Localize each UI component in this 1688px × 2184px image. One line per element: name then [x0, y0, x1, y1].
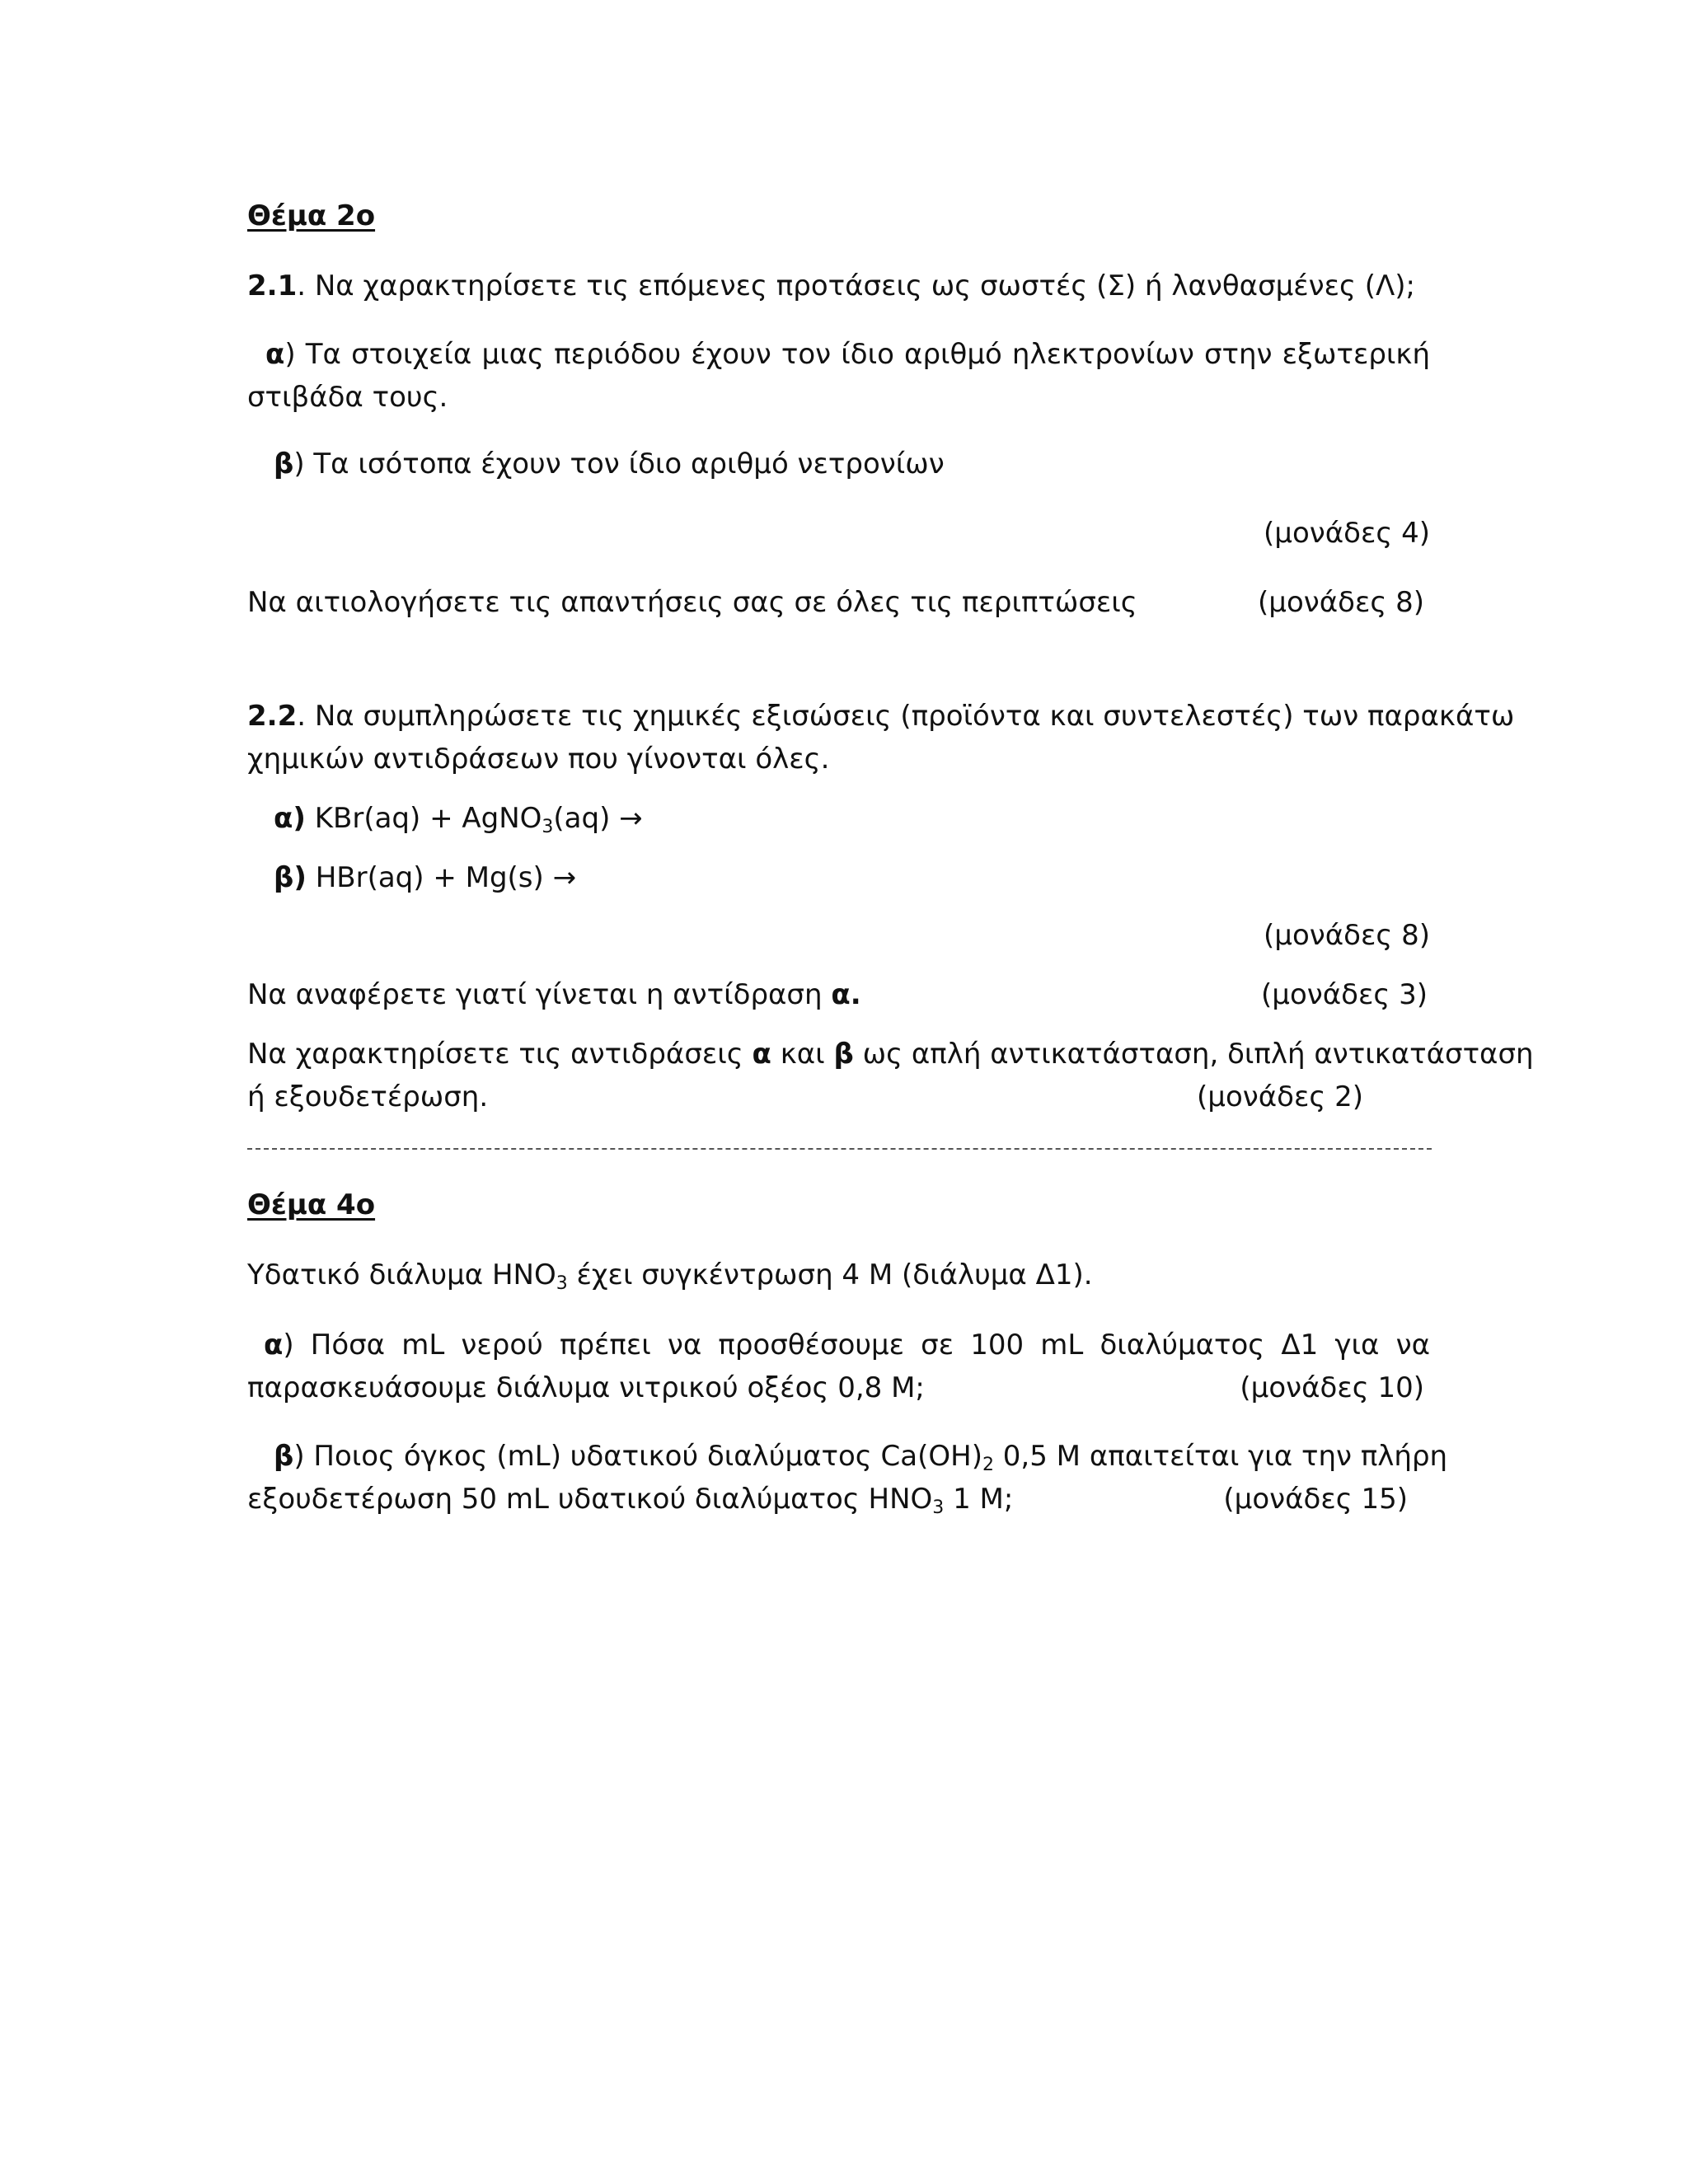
question-2-1-prompt [247, 269, 1415, 302]
section-4-intro [247, 1258, 1093, 1294]
problem-a-text: ) Πόσα mL νερού πρέπει να προσθέσουμε σε 100 mL διαλύματος Δ1 για να [283, 1329, 1430, 1361]
problem-b-line1 [247, 1440, 1448, 1475]
why-instruction [247, 978, 861, 1011]
problem-b-text: 1 M; [944, 1483, 1014, 1516]
marks-problem-a: (μονάδες 10) [1240, 1371, 1424, 1404]
marks-justify: (μονάδες 8) [1258, 586, 1424, 619]
equation-a-arrow: (aq) → [553, 802, 643, 835]
problem-b-line2 [247, 1483, 1014, 1518]
subscript: 3 [542, 817, 554, 837]
why-text: Να αναφέρετε γιατί γίνεται η αντίδραση [247, 978, 832, 1011]
subscript: 2 [982, 1455, 994, 1475]
equation-b [274, 861, 577, 894]
problem-a-line1 [247, 1331, 1430, 1359]
classify-label-b: β [833, 1038, 854, 1071]
problem-a-line2: παρασκευάσουμε διάλυμα νιτρικού οξέος 0,8 Μ; [247, 1371, 925, 1404]
classify-line2: ή εξουδετέρωση. [247, 1080, 489, 1113]
statement-a-text: ) Τα στοιχεία μιας περιόδου έχουν τον ίδιο αριθμό ηλεκτρονίων στην εξωτερική [284, 338, 1430, 371]
statement-b-text: ) Τα ισότοπα έχουν τον ίδιο αριθμό νετρονίων [293, 448, 945, 480]
question-number: 2.1 [247, 269, 298, 302]
classify-line1 [247, 1038, 1534, 1071]
problem-b-text: εξουδετέρωση 50 mL υδατικού διαλύματος HNO [247, 1483, 933, 1516]
why-label: α. [831, 978, 861, 1011]
question-text: . Να χαρακτηρίσετε τις επόμενες προτάσεις ως σωστές (Σ) ή λανθασμένες (Λ); [297, 269, 1415, 302]
statement-a-line1 [247, 338, 1430, 371]
marks-why: (μονάδες 3) [1261, 978, 1428, 1011]
equation-a-reactants: KBr(aq) + AgNO [305, 802, 542, 835]
question-2-2-line1 [247, 700, 1515, 733]
question-text: . Να συμπληρώσετε τις χημικές εξισώσεις (προϊόντα και συντελεστές) των παρακάτω [297, 700, 1515, 733]
section-divider [247, 1148, 1432, 1150]
justify-instruction: Να αιτιολογήσετε τις απαντήσεις σας σε όλες τις περιπτώσεις [247, 586, 1137, 619]
classify-label-a: α [752, 1038, 771, 1071]
statement-b [274, 450, 945, 478]
section-2-heading: Θέμα 2ο [247, 199, 376, 232]
marks-true-false: (μονάδες 4) [1264, 517, 1430, 550]
subscript: 3 [556, 1273, 568, 1294]
equation-a [274, 802, 643, 837]
equation-b-label: β) [274, 861, 307, 894]
subscript: 3 [932, 1497, 945, 1518]
problem-b-text: 0,5 M απαιτείται για την πλήρη [993, 1440, 1448, 1473]
intro-text: έχει συγκέντρωση 4 M (διάλυμα Δ1). [567, 1258, 1093, 1291]
statement-a-label: α [265, 338, 285, 371]
marks-classify: (μονάδες 2) [1197, 1080, 1363, 1113]
equation-a-label: α) [274, 802, 306, 835]
classify-text: Να χαρακτηρίσετε τις αντιδράσεις [247, 1038, 753, 1071]
problem-b-label: β [274, 1440, 294, 1473]
classify-text: και [771, 1038, 834, 1071]
statement-a-line2: στιβάδα τους. [247, 381, 448, 414]
intro-text: Υδατικό διάλυμα HNO [247, 1258, 556, 1291]
classify-text: ως απλή αντικατάσταση, διπλή αντικατάσταση [853, 1038, 1534, 1071]
section-4-heading: Θέμα 4ο [247, 1188, 376, 1221]
question-2-2-line2: χημικών αντιδράσεων που γίνονται όλες. [247, 743, 830, 776]
marks-problem-b: (μονάδες 15) [1223, 1483, 1408, 1516]
statement-b-label: β [274, 448, 294, 480]
problem-a-label: α [264, 1329, 284, 1361]
question-number: 2.2 [247, 700, 298, 733]
marks-equations: (μονάδες 8) [1264, 919, 1430, 952]
problem-b-text: ) Ποιος όγκος (mL) υδατικού διαλύματος Ca(OH) [293, 1440, 982, 1473]
equation-b-reactants: HBr(aq) + Mg(s) → [306, 861, 577, 894]
